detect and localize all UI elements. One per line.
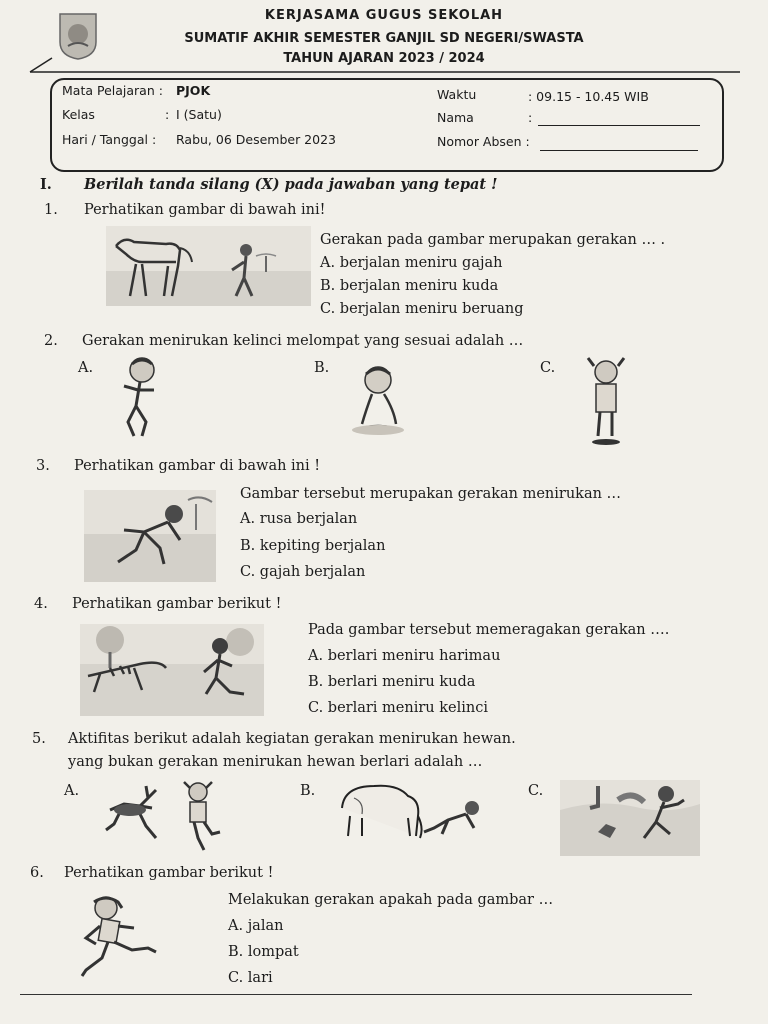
class-label: Kelas <box>62 107 95 122</box>
q6-option-c[interactable]: C. lari <box>228 970 273 986</box>
bottom-rule <box>20 994 692 995</box>
q5-text-line-2: yang bukan gerakan menirukan hewan berlari adalah … <box>68 754 483 770</box>
time-value: : 09.15 - 10.45 WIB <box>528 89 649 104</box>
q4-text: Perhatikan gambar berikut ! <box>72 596 282 612</box>
q5-label-b[interactable]: B. <box>300 783 316 799</box>
q2-label-b[interactable]: B. <box>314 360 330 376</box>
name-sep: : <box>528 110 533 125</box>
class-sep: : <box>165 107 170 122</box>
date-label: Hari / Tanggal : <box>62 132 157 147</box>
q4-option-c[interactable]: C. berlari meniru kelinci <box>308 700 488 716</box>
q4-option-b[interactable]: B. berlari meniru kuda <box>308 674 476 690</box>
q1-number: 1. <box>44 202 58 218</box>
q3-number: 3. <box>36 458 50 474</box>
q2-text: Gerakan menirukan kelinci melompat yang sesuai adalah … <box>82 333 524 349</box>
q1-text: Perhatikan gambar di bawah ini! <box>84 202 326 218</box>
absen-answer-line[interactable] <box>540 150 698 151</box>
date-value: Rabu, 06 Desember 2023 <box>176 132 336 147</box>
q4-option-a[interactable]: A. berlari meniru harimau <box>308 648 501 664</box>
q4-number: 4. <box>34 596 48 612</box>
q6-running-child-picture <box>76 894 168 980</box>
q2-number: 2. <box>44 333 58 349</box>
q4-tiger-run-picture <box>80 624 264 716</box>
q2-option-c-picture <box>582 356 630 450</box>
q2-label-c[interactable]: C. <box>540 360 556 376</box>
q1-horse-walk-picture <box>106 226 311 306</box>
section-instruction: Berilah tanda silang (X) pada jawaban yang tepat ! <box>84 176 498 193</box>
q1-option-c[interactable]: C. berjalan meniru beruang <box>320 301 524 317</box>
subject-label: Mata Pelajaran : <box>62 83 163 98</box>
q2-option-a-picture <box>112 356 168 444</box>
q3-option-b[interactable]: B. kepiting berjalan <box>240 538 386 554</box>
q5-option-b-picture <box>334 778 482 844</box>
q6-option-b[interactable]: B. lompat <box>228 944 299 960</box>
q5-label-a[interactable]: A. <box>64 783 80 799</box>
q3-crab-walk-picture <box>84 490 216 582</box>
q5-label-c[interactable]: C. <box>528 783 544 799</box>
q1-option-b[interactable]: B. berjalan meniru kuda <box>320 278 499 294</box>
header-line-1: KERJASAMA GUGUS SEKOLAH <box>264 8 504 23</box>
q6-prompt: Melakukan gerakan apakah pada gambar … <box>228 892 554 908</box>
q6-number: 6. <box>30 865 44 881</box>
q5-text: Aktifitas berikut adalah kegiatan gerakan menirukan hewan. <box>68 731 516 747</box>
q2-label-a[interactable]: A. <box>78 360 94 376</box>
q1-option-a[interactable]: A. berjalan meniru gajah <box>320 255 503 271</box>
header-line-2: SUMATIF AKHIR SEMESTER GANJIL SD NEGERI/SWASTA <box>184 31 584 46</box>
q6-text: Perhatikan gambar berikut ! <box>64 865 274 881</box>
header-rule <box>0 0 768 90</box>
q3-prompt: Gambar tersebut merupakan gerakan menirukan … <box>240 486 622 502</box>
q5-number: 5. <box>32 731 46 747</box>
absen-label: Nomor Absen : <box>437 134 530 149</box>
class-value: I (Satu) <box>176 107 222 122</box>
q5-option-a-picture <box>100 780 230 856</box>
q4-prompt: Pada gambar tersebut memeragakan gerakan …. <box>308 622 670 638</box>
q1-prompt: Gerakan pada gambar merupakan gerakan … . <box>320 232 666 248</box>
q3-option-a[interactable]: A. rusa berjalan <box>240 511 358 527</box>
section-number: I. <box>40 176 52 193</box>
header-line-3: TAHUN AJARAN 2023 / 2024 <box>283 51 485 66</box>
name-label: Nama <box>437 110 474 125</box>
name-answer-line[interactable] <box>538 125 700 126</box>
q3-option-c[interactable]: C. gajah berjalan <box>240 564 366 580</box>
q3-text: Perhatikan gambar di bawah ini ! <box>74 458 321 474</box>
q6-option-a[interactable]: A. jalan <box>228 918 284 934</box>
q5-option-c-picture <box>560 780 700 856</box>
subject-value: PJOK <box>176 83 211 98</box>
q2-option-b-picture <box>346 364 408 438</box>
time-label: Waktu <box>437 87 477 102</box>
